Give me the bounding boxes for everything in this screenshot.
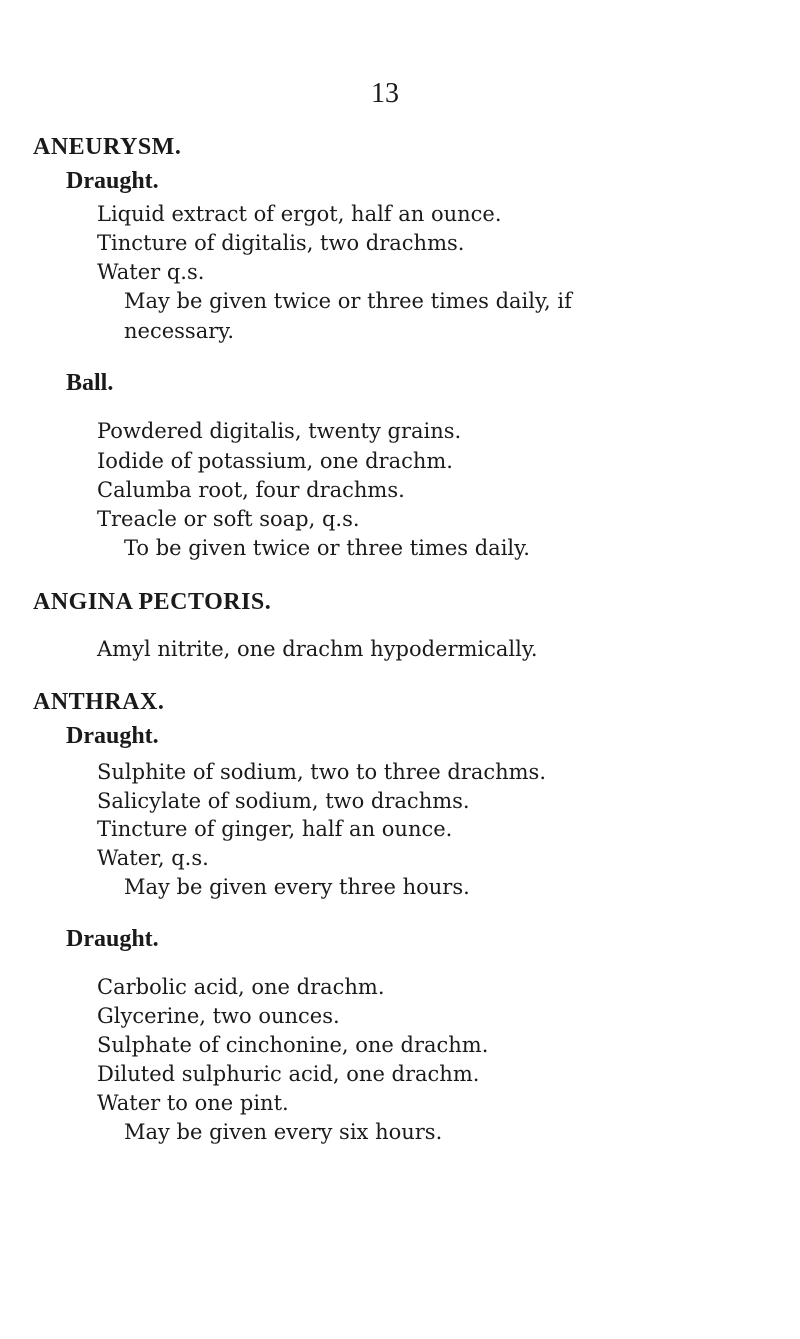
- direction-line: necessary.: [124, 319, 235, 343]
- page-number: 13: [371, 78, 399, 109]
- recipe-label-draught: Draught.: [66, 723, 159, 749]
- ingredient-line: Iodide of potassium, one drachm.: [97, 449, 453, 473]
- direction-line: May be given twice or three times daily, if: [124, 289, 572, 313]
- recipe-label-draught: Draught.: [66, 926, 159, 952]
- text-line: Amyl nitrite, one drachm hypodermically.: [97, 637, 538, 661]
- direction-line: May be given every six hours.: [124, 1120, 443, 1144]
- ingredient-line: Liquid extract of ergot, half an ounce.: [97, 202, 502, 226]
- ingredient-line: Water, q.s.: [97, 846, 209, 870]
- section-heading-angina-pectoris: ANGINA PECTORIS.: [33, 589, 272, 615]
- ingredient-line: Carbolic acid, one drachm.: [97, 975, 385, 999]
- recipe-label-ball: Ball.: [66, 370, 114, 396]
- ingredient-line: Sulphite of sodium, two to three drachms.: [97, 760, 546, 784]
- ingredient-line: Powdered digitalis, twenty grains.: [97, 419, 462, 443]
- ingredient-line: Glycerine, two ounces.: [97, 1004, 340, 1028]
- ingredient-line: Tincture of digitalis, two drachms.: [97, 231, 465, 255]
- section-heading-anthrax: ANTHRAX.: [33, 689, 165, 715]
- ingredient-line: Diluted sulphuric acid, one drachm.: [97, 1062, 480, 1086]
- direction-line: To be given twice or three times daily.: [124, 536, 530, 560]
- ingredient-line: Sulphate of cinchonine, one drachm.: [97, 1033, 489, 1057]
- ingredient-line: Tincture of ginger, half an ounce.: [97, 817, 453, 841]
- ingredient-line: Treacle or soft soap, q.s.: [97, 507, 360, 531]
- section-heading-aneurysm: ANEURYSM.: [33, 134, 182, 160]
- ingredient-line: Salicylate of sodium, two drachms.: [97, 789, 470, 813]
- recipe-label-draught: Draught.: [66, 168, 159, 194]
- ingredient-line: Water to one pint.: [97, 1091, 289, 1115]
- ingredient-line: Calumba root, four drachms.: [97, 478, 405, 502]
- direction-line: May be given every three hours.: [124, 875, 470, 899]
- ingredient-line: Water q.s.: [97, 260, 205, 284]
